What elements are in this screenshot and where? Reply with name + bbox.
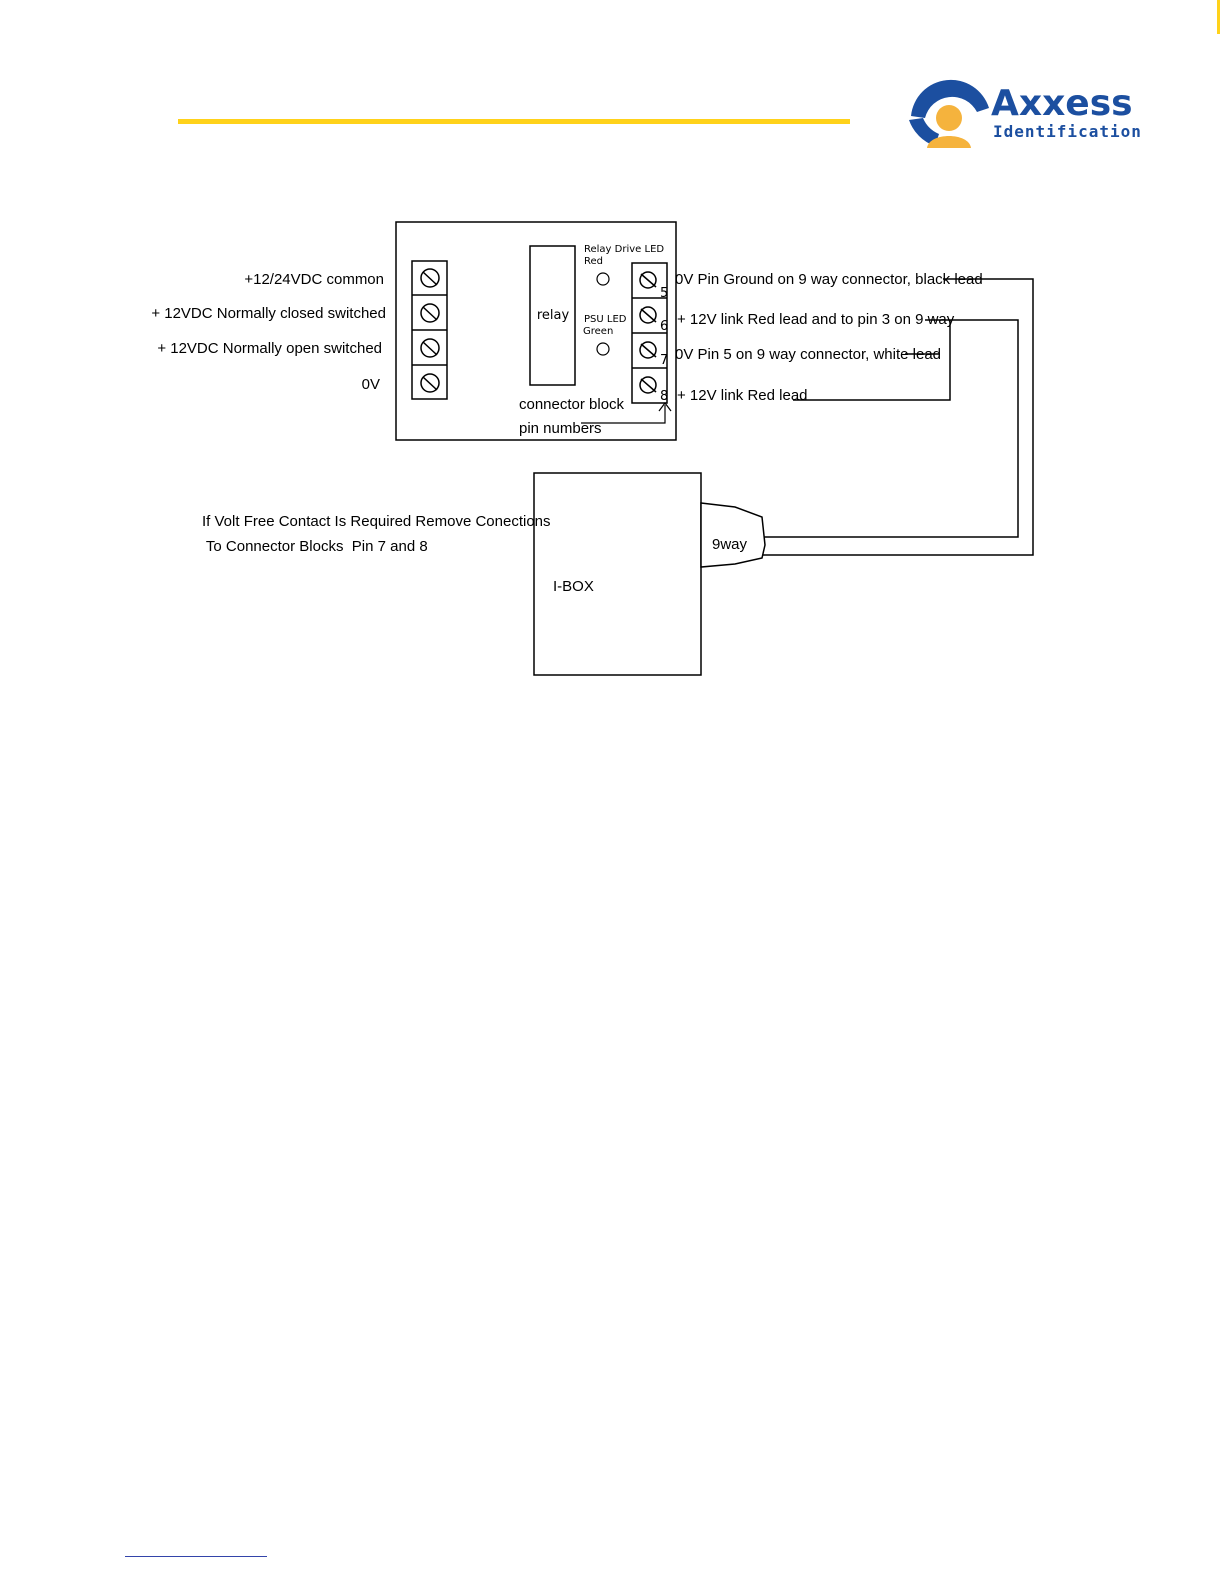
psu-led-icon [597, 343, 609, 355]
terminal-screw-icon [640, 342, 656, 358]
terminal-screw-icon [640, 272, 656, 288]
pin-number-5: 5 [660, 286, 669, 301]
connector-note-line2: pin numbers [519, 420, 602, 437]
terminal-screw-icon [421, 339, 439, 357]
i-box [534, 473, 701, 675]
terminal-label-0v: 0V [361, 376, 380, 393]
terminal-screw-icon [640, 307, 656, 323]
logo-tagline: Identification [993, 122, 1142, 141]
connector-note-line1: connector block [519, 396, 625, 413]
i-box-label: I-BOX [553, 578, 594, 595]
terminal-label-common: +12/24VDC common [244, 271, 384, 288]
volt-free-note-line1: If Volt Free Contact Is Required Remove Conections [202, 513, 551, 530]
relay-led-title: Relay Drive LED [584, 244, 665, 255]
terminal-screw-icon [421, 374, 439, 392]
terminal-screw-icon [640, 377, 656, 393]
terminal-screw-icon [421, 304, 439, 322]
pin-number-8: 8 [660, 389, 669, 404]
nine-way-label: 9way [712, 536, 748, 553]
relay-led-color: Red [584, 256, 603, 267]
left-terminal-block [412, 261, 447, 399]
pin-number-7: 7 [660, 353, 669, 368]
volt-free-note-line2: To Connector Blocks Pin 7 and 8 [202, 538, 428, 555]
relay-led-icon [597, 273, 609, 285]
terminal-screw-icon [421, 269, 439, 287]
terminal-label-no: + 12VDC Normally open switched [157, 340, 382, 357]
psu-led-title: PSU LED [584, 314, 627, 325]
pin-label-6: + 12V link Red lead and to pin 3 on 9 way [677, 311, 955, 328]
psu-led-color: Green [583, 326, 614, 337]
terminal-label-nc: + 12VDC Normally closed switched [151, 305, 386, 322]
nine-way-connector [701, 503, 765, 567]
pin-number-6: 6 [660, 319, 669, 334]
relay-label: relay [536, 308, 570, 323]
pin-label-8: + 12V link Red lead [677, 387, 808, 404]
logo-wordmark: Axxess [991, 83, 1133, 124]
pin-label-5: 0V Pin Ground on 9 way connector, black lead [675, 271, 983, 288]
footer-link-underline[interactable] [125, 1556, 267, 1557]
pin-label-7: 0V Pin 5 on 9 way connector, white lead [675, 346, 942, 363]
